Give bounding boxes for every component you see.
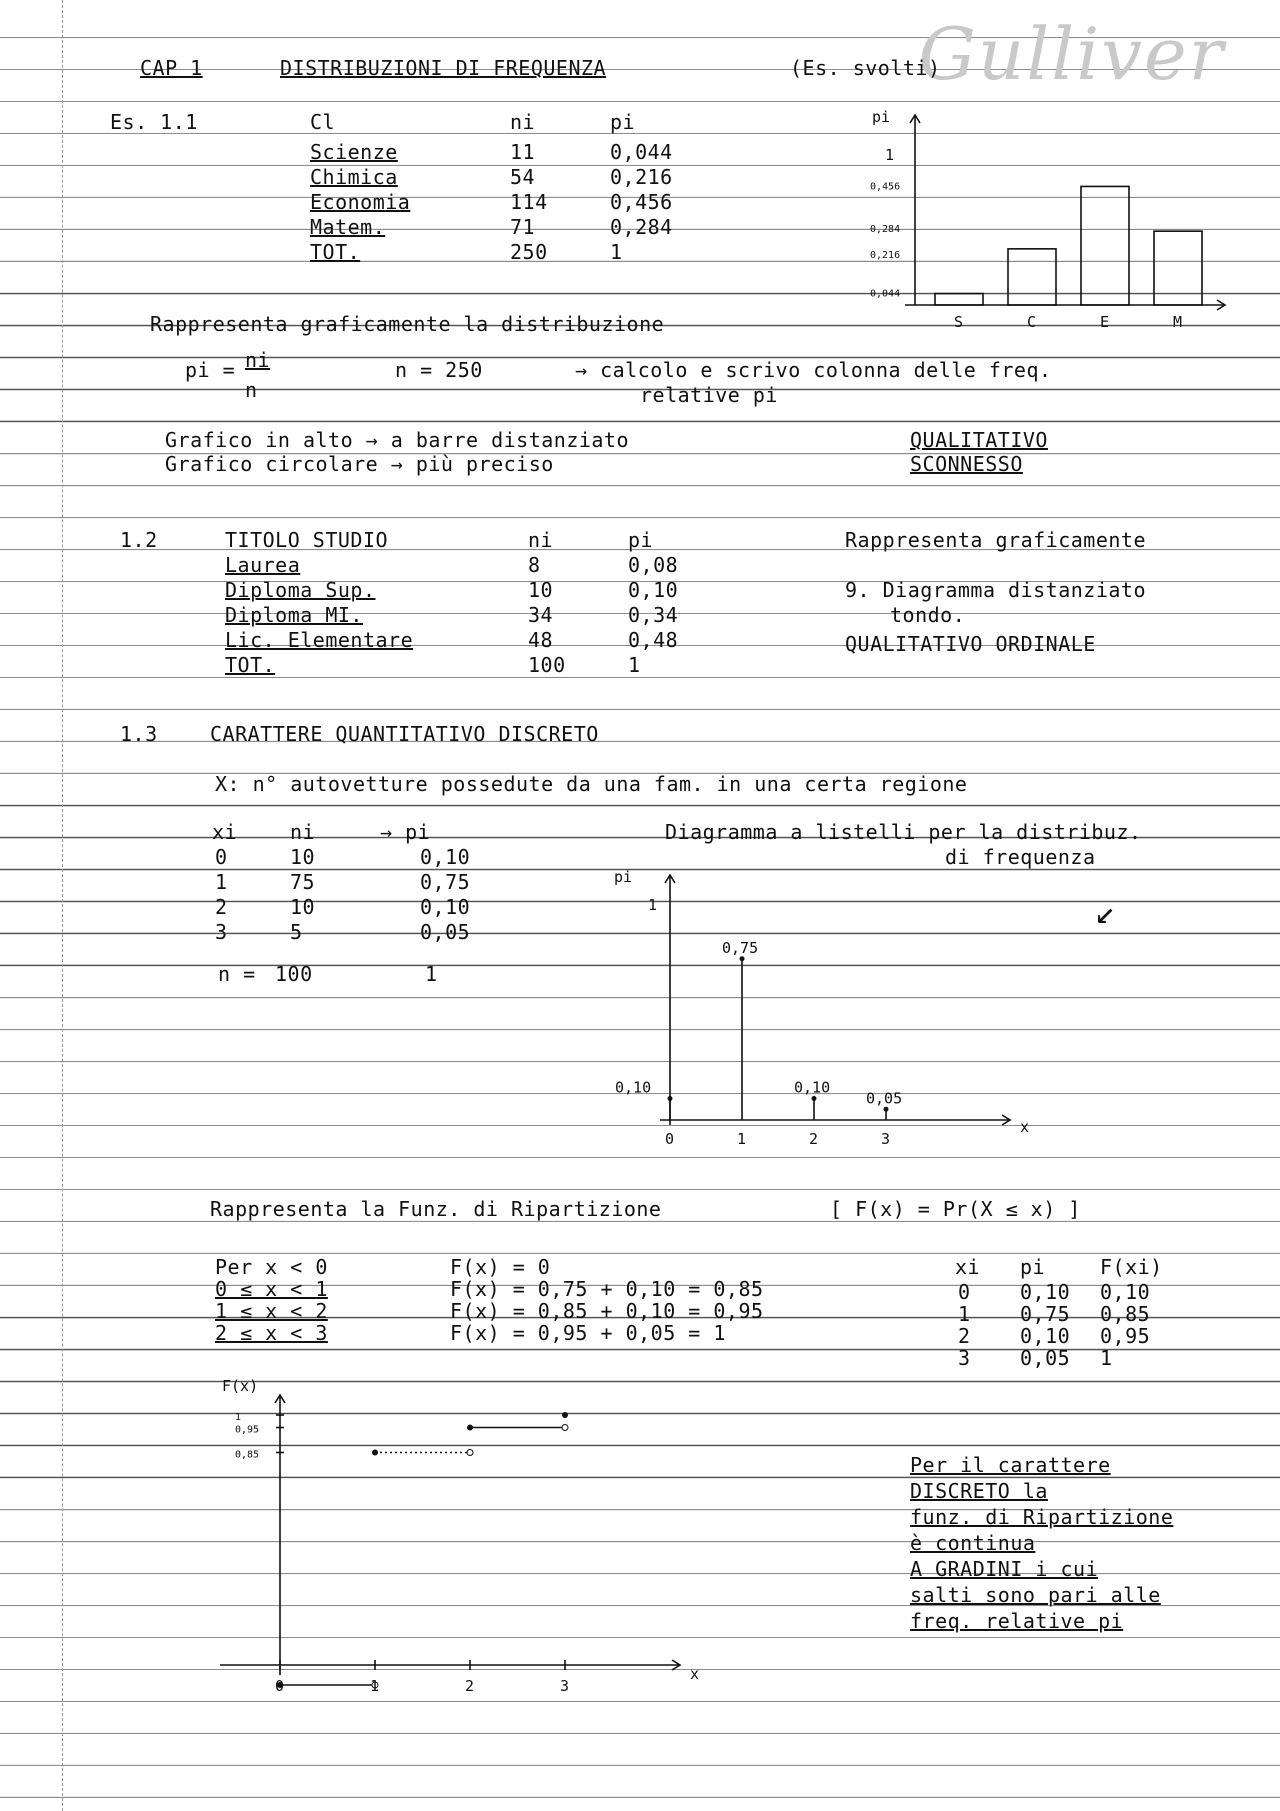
formula-den: n <box>245 378 258 402</box>
rip-cell-pi: 0,05 <box>1020 1346 1071 1370</box>
chart2-point <box>668 1096 673 1101</box>
rip-def: [ F(x) = Pr(X ≤ x) ] <box>830 1197 1081 1221</box>
rip-rule-value: F(x) = 0,95 + 0,05 = 1 <box>450 1321 726 1345</box>
es13-cell-pi: 0,10 <box>420 895 471 919</box>
es11-cell-cl: Matem. <box>310 215 386 239</box>
chart3-xtick: 0 <box>275 1677 285 1695</box>
chart1-ytick: 0,284 <box>870 224 901 236</box>
es12-cell-titolo: Laurea <box>225 553 301 577</box>
es12-col-ni: ni <box>528 528 554 552</box>
chart2-point <box>740 956 745 961</box>
tipo1: QUALITATIVO <box>910 428 1048 452</box>
es11-col-pi: pi <box>610 110 636 134</box>
es11-cell-pi: 1 <box>610 240 623 264</box>
es13-cell-ni: 10 <box>290 895 316 919</box>
es13-total-label: n = <box>218 962 256 986</box>
chart2-xtick: 2 <box>809 1130 819 1148</box>
formula-num: ni <box>245 348 271 372</box>
es11-cell-pi: 0,216 <box>610 165 673 189</box>
es12-cell-titolo: TOT. <box>225 653 276 677</box>
es12-cell-titolo: Diploma MI. <box>225 603 363 627</box>
chart3-ytick: 0,95 <box>235 1424 260 1436</box>
chart2-value-label: 0,10 <box>615 1078 652 1097</box>
conclusion-line: funz. di Ripartizione <box>910 1505 1174 1529</box>
es11-cell-pi: 0,284 <box>610 215 673 239</box>
rip-cell-fx: 0,95 <box>1100 1324 1151 1348</box>
chart1-xtick: C <box>1027 313 1037 331</box>
es13-label: 1.3 <box>120 722 158 746</box>
chapter-label: CAP 1 <box>140 56 203 80</box>
rip-cell-fx: 0,85 <box>1100 1302 1151 1326</box>
conclusion-line: A GRADINI i cui <box>910 1557 1099 1581</box>
chart1-bar <box>935 294 983 305</box>
conclusion-line: salti sono pari alle <box>910 1583 1161 1607</box>
chart1-ylabel: pi <box>872 108 891 126</box>
es12-cell-pi: 0,10 <box>628 578 679 602</box>
conclusion-line: Per il carattere <box>910 1453 1111 1477</box>
es13-cell-pi: 0,75 <box>420 870 471 894</box>
es11-cell-pi: 0,456 <box>610 190 673 214</box>
chapter-title: DISTRIBUZIONI DI FREQUENZA <box>280 56 607 80</box>
formula-n: n = 250 <box>395 358 483 382</box>
chart3-ytick: 0,85 <box>235 1449 260 1461</box>
chart2-ytick: 1 <box>648 896 658 914</box>
es12-cell-pi: 0,08 <box>628 553 679 577</box>
chart2-point <box>812 1096 817 1101</box>
rip-cell-pi: 0,10 <box>1020 1280 1071 1304</box>
chart1-ytick: 0,216 <box>870 249 901 261</box>
chart3-closed-point <box>372 1450 378 1456</box>
es13-cell-ni: 75 <box>290 870 316 894</box>
rip-rule-cond: 0 ≤ x < 1 <box>215 1277 328 1301</box>
es13-diag1: Diagramma a listelli per la distribuz. <box>665 820 1142 844</box>
es13-total-p: 1 <box>425 962 438 986</box>
es13-cell-xi: 0 <box>215 845 228 869</box>
es12-cell-ni: 48 <box>528 628 554 652</box>
chart1-bar <box>1081 186 1129 305</box>
chart3-xtick: 1 <box>370 1677 380 1695</box>
es13-cell-ni: 5 <box>290 920 303 944</box>
es13-cell-ni: 10 <box>290 845 316 869</box>
conclusion-line: è continua <box>910 1531 1036 1555</box>
chart3-open-point <box>467 1450 473 1456</box>
formula-lhs: pi = <box>185 358 236 382</box>
es13-cell-xi: 2 <box>215 895 228 919</box>
es12-cell-ni: 34 <box>528 603 554 627</box>
bar-chart-es11 <box>870 100 1240 335</box>
chart2-value-label: 0,10 <box>794 1078 831 1097</box>
tipo2: SCONNESSO <box>910 452 1023 476</box>
es12-cell-titolo: Diploma Sup. <box>225 578 376 602</box>
arrow-icon: ↙ <box>1095 892 1116 932</box>
chart1-ytick: 0,456 <box>870 181 901 193</box>
es11-cell-ni: 11 <box>510 140 536 164</box>
es11-cell-ni: 54 <box>510 165 536 189</box>
chart3-ylabel: F(x) <box>222 1377 259 1395</box>
watermark: Gulliver <box>918 12 1225 96</box>
es13-title: CARATTERE QUANTITATIVO DISCRETO <box>210 722 599 746</box>
es13-cell-pi: 0,05 <box>420 920 471 944</box>
es13-xdesc: X: n° autovetture possedute da una fam. in una certa regione <box>215 772 968 796</box>
chart1-ytick: 1 <box>885 146 895 164</box>
rip-rule-cond: 2 ≤ x < 3 <box>215 1321 328 1345</box>
es11-cell-ni: 114 <box>510 190 548 214</box>
rip-title: Rappresenta la Funz. di Ripartizione <box>210 1197 662 1221</box>
es11-cell-ni: 71 <box>510 215 536 239</box>
es12-cell-pi: 1 <box>628 653 641 677</box>
chart1-bar <box>1154 231 1202 305</box>
rip-cell-pi: 0,75 <box>1020 1302 1071 1326</box>
rip-cell-xi: 0 <box>958 1280 971 1304</box>
chart3-xtick: 3 <box>560 1677 570 1695</box>
chart1-xtick: M <box>1173 313 1183 331</box>
chart1-xtick: E <box>1100 313 1110 331</box>
es12-cell-pi: 0,48 <box>628 628 679 652</box>
chart3-xlabel: x <box>690 1665 700 1683</box>
rip-rule-value: F(x) = 0,85 + 0,10 = 0,95 <box>450 1299 764 1323</box>
chart2-ylabel: pi <box>614 868 633 886</box>
es12-note3: tondo. <box>890 603 966 627</box>
es11-col-cl: Cl <box>310 110 336 134</box>
es13-total-n: 100 <box>275 962 313 986</box>
margin-line <box>62 0 63 1811</box>
es12-cell-pi: 0,34 <box>628 603 679 627</box>
rip-cell-xi: 1 <box>958 1302 971 1326</box>
es12-note4: QUALITATIVO ORDINALE <box>845 632 1096 656</box>
chart1-xtick: S <box>954 313 964 331</box>
chart1-ytick: 0,044 <box>870 288 901 300</box>
rip-cell-fx: 1 <box>1100 1346 1113 1370</box>
rip-cell-pi: 0,10 <box>1020 1324 1071 1348</box>
es13-diag2: di frequenza <box>945 845 1096 869</box>
rip-rule-value: F(x) = 0,75 + 0,10 = 0,85 <box>450 1277 764 1301</box>
rip-col-fx: F(xi) <box>1100 1255 1163 1279</box>
es11-cell-cl: Scienze <box>310 140 398 164</box>
chart1-bar <box>1008 249 1056 305</box>
stick-chart-es13 <box>610 850 1050 1170</box>
rip-rule-cond: Per x < 0 <box>215 1255 328 1279</box>
chart2-xtick: 1 <box>737 1130 747 1148</box>
chart2-point <box>884 1107 889 1112</box>
es12-col-pi: pi <box>628 528 654 552</box>
conclusion-line: DISCRETO la <box>910 1479 1048 1503</box>
chart2-xtick: 3 <box>881 1130 891 1148</box>
chart2-value-label: 0,75 <box>722 938 759 957</box>
chart2-value-label: 0,05 <box>866 1089 903 1108</box>
es11-cell-cl: TOT. <box>310 240 361 264</box>
chart2-xlabel: x <box>1020 1118 1030 1136</box>
grafico2: Grafico circolare → più preciso <box>165 452 554 476</box>
rip-col-xi: xi <box>955 1255 981 1279</box>
es13-cell-xi: 1 <box>215 870 228 894</box>
formula-note1: → calcolo e scrivo colonna delle freq. <box>575 358 1052 382</box>
es11-text1: Rappresenta graficamente la distribuzione <box>150 312 665 336</box>
chart3-ytick: 1 <box>235 1412 242 1423</box>
es13-col-ni: ni <box>290 820 316 844</box>
rip-rule-value: F(x) = 0 <box>450 1255 551 1279</box>
rip-rule-cond: 1 ≤ x < 2 <box>215 1299 328 1323</box>
es12-cell-titolo: Lic. Elementare <box>225 628 414 652</box>
es11-cell-cl: Economia <box>310 190 411 214</box>
es11-col-ni: ni <box>510 110 536 134</box>
rip-col-pi: pi <box>1020 1255 1046 1279</box>
es13-cell-xi: 3 <box>215 920 228 944</box>
es12-cell-ni: 10 <box>528 578 554 602</box>
grafico1: Grafico in alto → a barre distanziato <box>165 428 630 452</box>
chart2-xtick: 0 <box>665 1130 675 1148</box>
es13-col-xi: xi <box>212 820 238 844</box>
es12-cell-ni: 100 <box>528 653 566 677</box>
es13-col-pi: → pi <box>380 820 431 844</box>
formula-note2: relative pi <box>640 383 778 407</box>
es12-label: 1.2 <box>120 528 158 552</box>
es12-note1: Rappresenta graficamente <box>845 528 1146 552</box>
chart3-closed-point <box>562 1412 568 1418</box>
es13-cell-pi: 0,10 <box>420 845 471 869</box>
step-chart-ripartizione <box>200 1375 760 1715</box>
rip-cell-xi: 2 <box>958 1324 971 1348</box>
es11-cell-pi: 0,044 <box>610 140 673 164</box>
chart3-xtick: 2 <box>465 1677 475 1695</box>
chapter-note: (Es. svolti) <box>790 56 941 80</box>
chart3-closed-point <box>467 1425 473 1431</box>
conclusion-line: freq. relative pi <box>910 1609 1124 1633</box>
es12-note2: 9. Diagramma distanziato <box>845 578 1146 602</box>
es11-cell-cl: Chimica <box>310 165 398 189</box>
rip-cell-xi: 3 <box>958 1346 971 1370</box>
es12-col-titolo: TITOLO STUDIO <box>225 528 389 552</box>
es11-label: Es. 1.1 <box>110 110 198 134</box>
es12-cell-ni: 8 <box>528 553 541 577</box>
es11-cell-ni: 250 <box>510 240 548 264</box>
chart3-open-point <box>562 1425 568 1431</box>
rip-cell-fx: 0,10 <box>1100 1280 1151 1304</box>
